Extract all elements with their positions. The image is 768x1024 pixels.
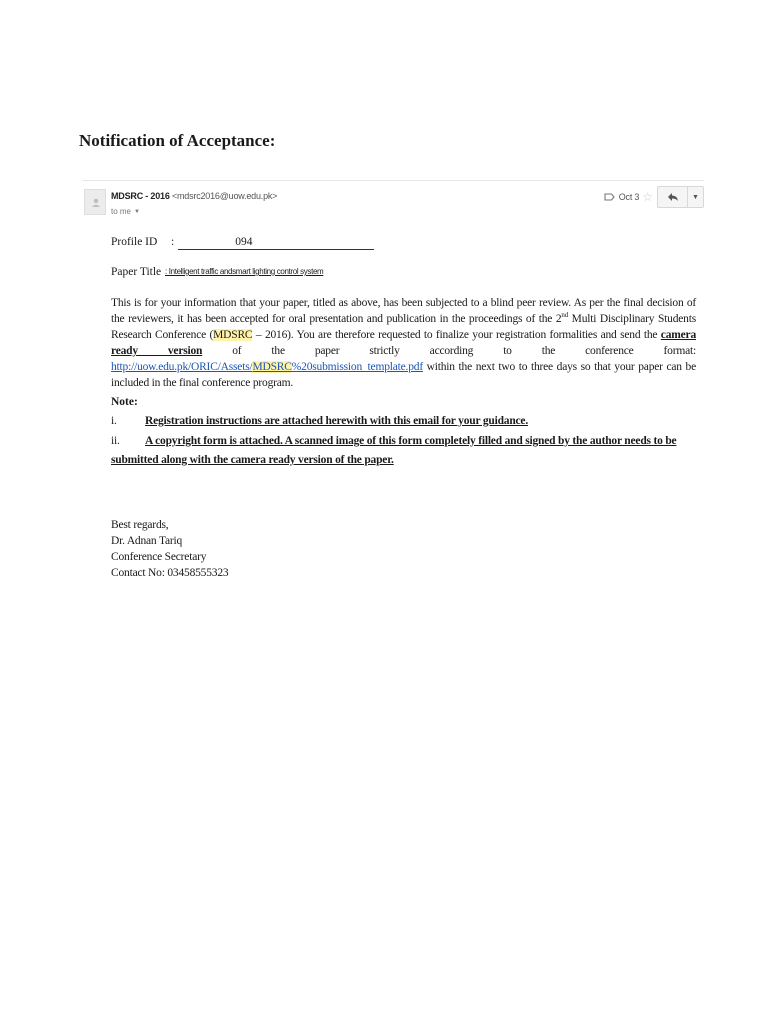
sender-line [111, 191, 277, 201]
sender-email: <mdsrc2016@uow.edu.pk> [171, 191, 278, 201]
profile-id-colon: : [171, 236, 175, 248]
profile-id-label: Profile ID [111, 236, 158, 248]
profile-id-row [111, 236, 374, 250]
ordinal-suffix: nd [561, 311, 569, 320]
note-text: Registration instructions are attached herewith with this email for your guidance. [145, 415, 528, 427]
paragraph-text: – 2016). You are therefore requested to finalize your registration formalities and send the [252, 329, 661, 341]
paper-title-label: Paper Title [111, 266, 162, 278]
signature-closing: Best regards, [111, 519, 169, 531]
recipient-label: to me [111, 207, 132, 216]
email-divider [82, 180, 704, 181]
email-message [82, 180, 704, 600]
reply-icon [667, 192, 679, 202]
chevron-down-icon[interactable]: ▼ [134, 209, 140, 215]
chevron-down-icon: ▼ [692, 193, 699, 201]
acceptance-paragraph [111, 295, 696, 391]
paper-title-row [111, 266, 323, 278]
profile-id-value: 094 [178, 236, 374, 250]
email-actions [604, 186, 704, 208]
recipient-details[interactable] [111, 207, 140, 216]
note-heading: Note: [111, 396, 138, 408]
note-item [111, 412, 697, 431]
paragraph-text: This is for your information that your paper, titled as above, has been subjected to a blind peer review. As per the final decision of the reviewers, it has been accepted for oral presentation and publication in the proceedings of the 2 [111, 297, 696, 325]
note-number: i. [111, 415, 117, 427]
sender-avatar[interactable] [84, 189, 106, 215]
signature-name: Dr. Adnan Tariq [111, 535, 183, 547]
paragraph-text: Multi Disciplinary Students Research Conference ( [111, 313, 696, 341]
person-icon [85, 190, 107, 216]
link-text: %20submission_template.pdf [291, 361, 423, 373]
star-icon[interactable]: ☆ [642, 190, 653, 204]
link-highlight: MDSRC [252, 361, 292, 373]
note-item [111, 432, 697, 470]
more-options-button[interactable] [687, 186, 704, 208]
paragraph-text: of the paper strictly according to the conference format: [202, 345, 697, 357]
label-icon[interactable] [604, 193, 615, 201]
paragraph-text: within the next two to three days so that your paper can be included in the final conference program. [111, 361, 696, 389]
paper-title-value: : Intelligent traffic andsmart lighting control system [165, 267, 324, 276]
reply-button[interactable] [657, 186, 687, 208]
camera-ready-emphasis: camera ready version [111, 329, 696, 357]
email-date: Oct 3 [618, 192, 640, 202]
template-link[interactable] [111, 361, 423, 373]
signature-contact: Contact No: 03458555323 [111, 567, 229, 579]
note-text: A copyright form is attached. A scanned image of this form completely filled and signed by the author needs to be submitted along with the camera ready version of the paper. [111, 435, 677, 466]
page-heading: Notification of Acceptance: [79, 131, 276, 150]
note-number: ii. [111, 435, 120, 447]
highlighted-abbreviation: MDSRC [213, 329, 253, 341]
sender-name[interactable]: MDSRC - 2016 [111, 191, 170, 201]
signature-block [111, 517, 228, 581]
link-text: http://uow.edu.pk/ORIC/Assets/ [111, 361, 253, 373]
signature-role: Conference Secretary [111, 551, 207, 563]
